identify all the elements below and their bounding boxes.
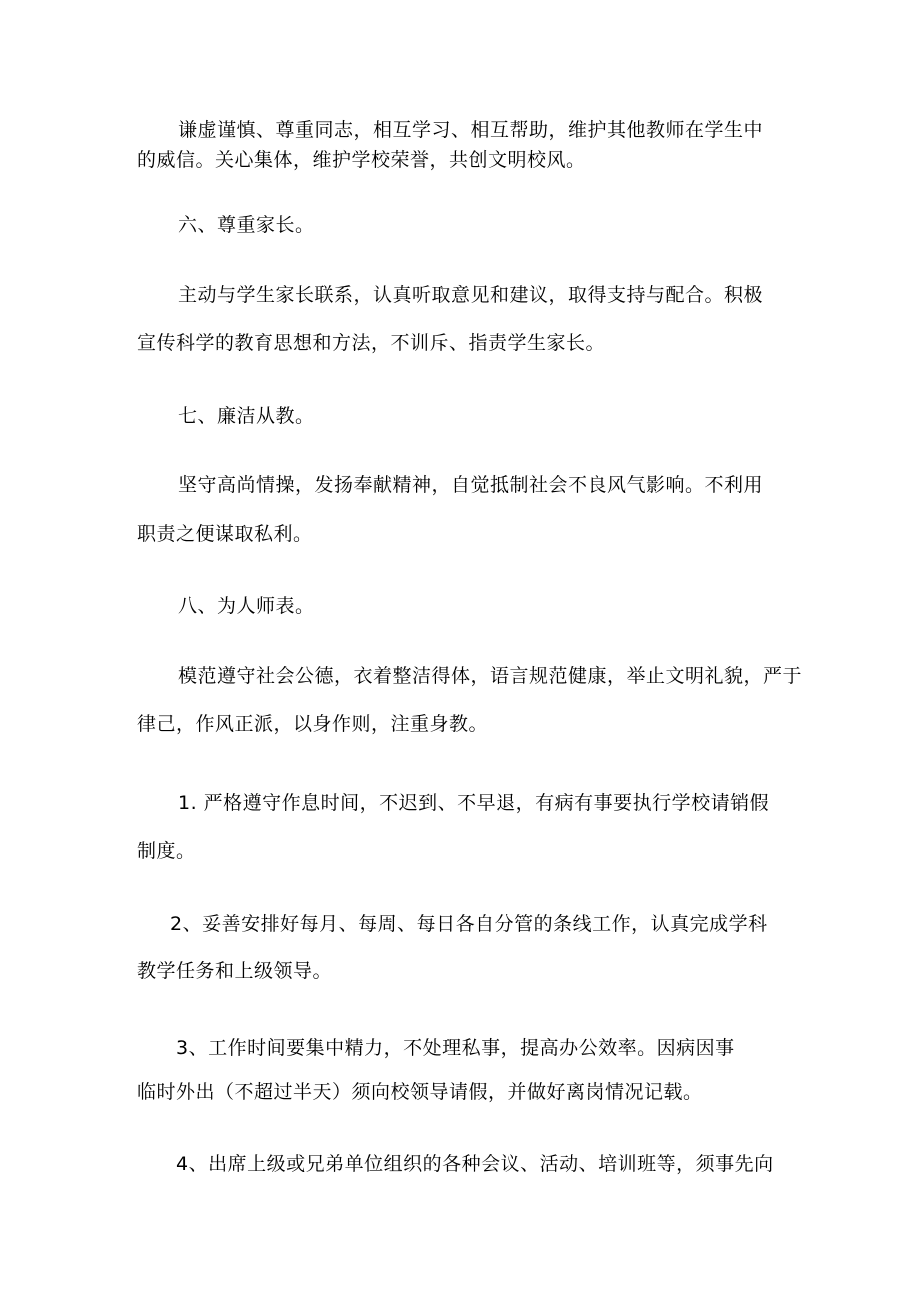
- paragraph-line: 宣传科学的教育思想和方法，不训斥、指责学生家长。: [137, 332, 606, 354]
- list-item-line: 1. 严格遵守作息时间，不迟到、不早退，有病有事要执行学校请销假: [178, 792, 770, 814]
- list-item-line: 教学任务和上级领导。: [137, 960, 333, 982]
- paragraph-line: 律己，作风正派，以身作则，注重身教。: [137, 713, 489, 735]
- section-heading: 六、尊重家长。: [178, 214, 315, 236]
- list-item-line: 2、妥善安排好每月、每周、每日各自分管的条线工作，认真完成学科: [170, 913, 768, 935]
- section-heading: 七、廉洁从教。: [178, 405, 315, 427]
- list-item-line: 临时外出（不超过半天）须向校领导请假，并做好离岗情况记载。: [137, 1081, 703, 1103]
- paragraph-line: 主动与学生家长联系，认真听取意见和建议，取得支持与配合。积极: [178, 284, 764, 306]
- paragraph-line: 坚守高尚情操，发扬奉献精神，自觉抵制社会不良风气影响。不利用: [178, 474, 764, 496]
- list-item-line: 3、工作时间要集中精力，不处理私事，提高办公效率。因病因事: [176, 1037, 735, 1059]
- paragraph-line: 谦虚谨慎、尊重同志，相互学习、相互帮助，维护其他教师在学生中: [178, 119, 764, 141]
- list-item-line: 制度。: [137, 840, 196, 862]
- paragraph-line: 的威信。关心集体，维护学校荣誉，共创文明校风。: [137, 149, 586, 171]
- paragraph-line: 职责之便谋取私利。: [137, 523, 313, 545]
- paragraph-line: 模范遵守社会公德，衣着整洁得体，语言规范健康，举止文明礼貌，严于: [178, 665, 803, 687]
- section-heading: 八、为人师表。: [178, 595, 315, 617]
- list-item-line: 4、出席上级或兄弟单位组织的各种会议、活动、培训班等，须事先向: [176, 1153, 774, 1175]
